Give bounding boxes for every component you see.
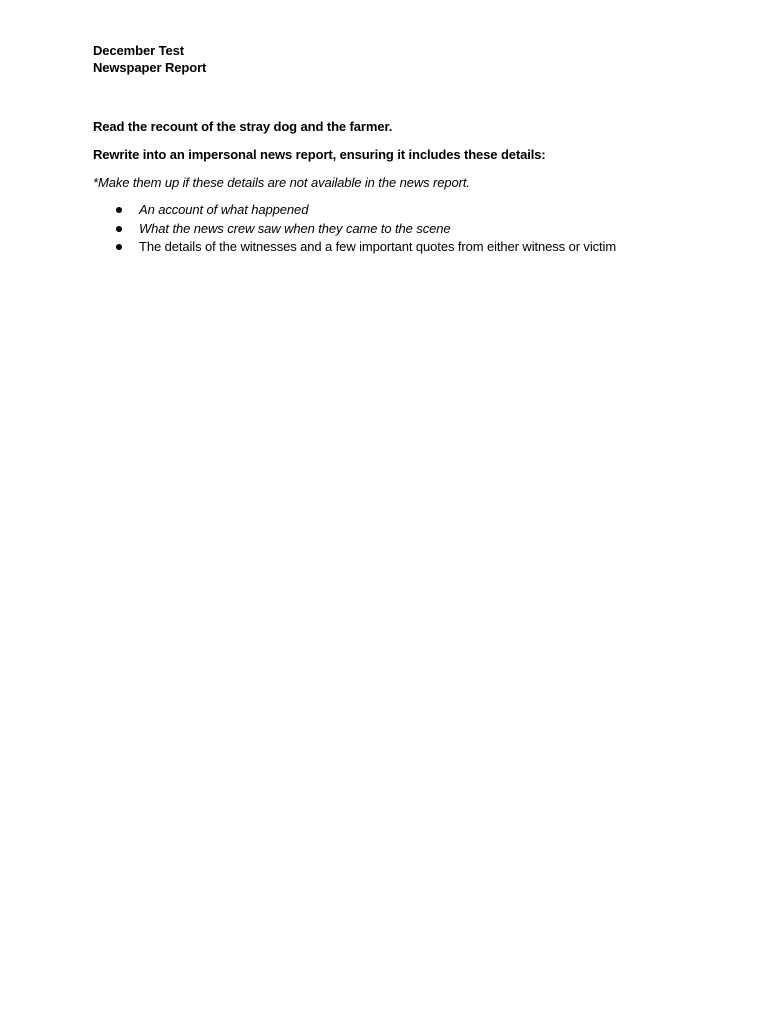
bullet-icon: [116, 226, 122, 232]
list-item-text: What the news crew saw when they came to the scene: [139, 220, 451, 236]
document-header: [93, 42, 206, 76]
bullet-icon: [116, 207, 122, 213]
report-type-title: Newspaper Report: [93, 60, 207, 75]
instruction-note: *Make them up if these details are not available in the news report.: [93, 175, 470, 190]
test-title: December Test: [93, 43, 184, 58]
instruction-read: Read the recount of the stray dog and the farmer.: [93, 119, 393, 134]
list-item-text: An account of what happened: [139, 202, 309, 217]
list-item-text: The details of the witnesses and a few important quotes from either witness or victim: [139, 239, 617, 254]
bullet-icon: [116, 244, 122, 250]
instruction-rewrite: Rewrite into an impersonal news report, ensuring it includes these details:: [93, 147, 546, 162]
